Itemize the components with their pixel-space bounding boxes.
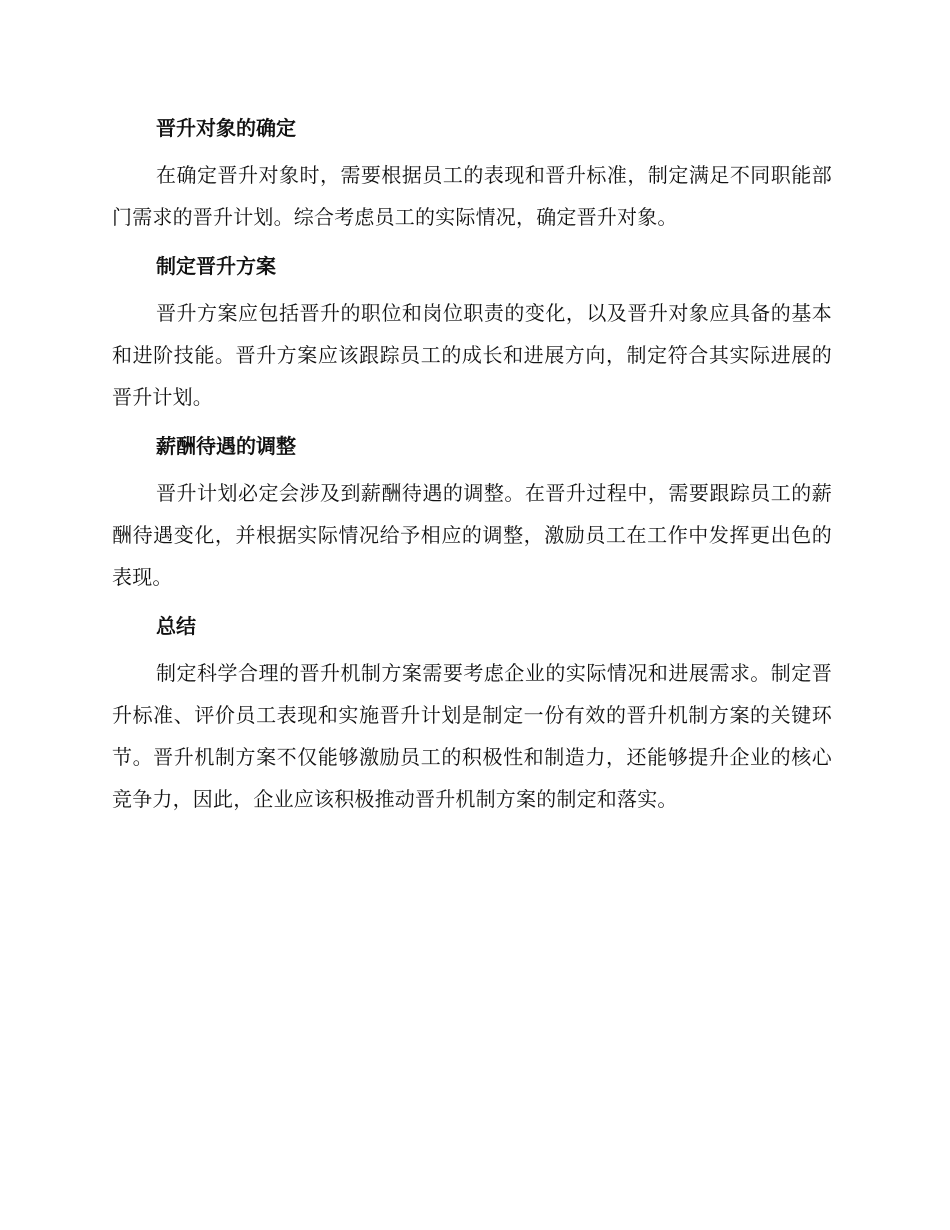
section-promotion-plan (112, 246, 832, 418)
section-paragraph: 制定科学合理的晋升机制方案需要考虑企业的实际情况和进展需求。制定晋升标准、评价员工表现和实施晋升计划是制定一份有效的晋升机制方案的关键环节。晋升机制方案不仅能够激励员工的积极性和制造力，还能够提升企业的核心竞争力，因此，企业应该积极推动晋升机制方案的制定和落实。 (112, 661, 832, 811)
section-paragraph: 晋升方案应包括晋升的职位和岗位职责的变化，以及晋升对象应具备的基本和进阶技能。晋升方案应该跟踪员工的成长和进展方向，制定符合其实际进展的晋升计划。 (112, 301, 832, 409)
section-title: 制定晋升方案 (156, 254, 276, 278)
section-salary-adjustment (112, 426, 832, 598)
section-paragraph: 在确定晋升对象时，需要根据员工的表现和晋升标准，制定满足不同职能部门需求的晋升计划。综合考虑员工的实际情况，确定晋升对象。 (112, 163, 832, 229)
section-title: 薪酬待遇的调整 (156, 434, 296, 458)
section-promotion-targets (112, 108, 832, 238)
section-paragraph: 晋升计划必定会涉及到薪酬待遇的调整。在晋升过程中，需要跟踪员工的薪酬待遇变化，并根据实际情况给予相应的调整，激励员工在工作中发挥更出色的表现。 (112, 481, 832, 589)
document-page (112, 108, 832, 828)
section-title: 晋升对象的确定 (156, 116, 296, 140)
section-title: 总结 (156, 614, 196, 638)
section-summary (112, 606, 832, 820)
